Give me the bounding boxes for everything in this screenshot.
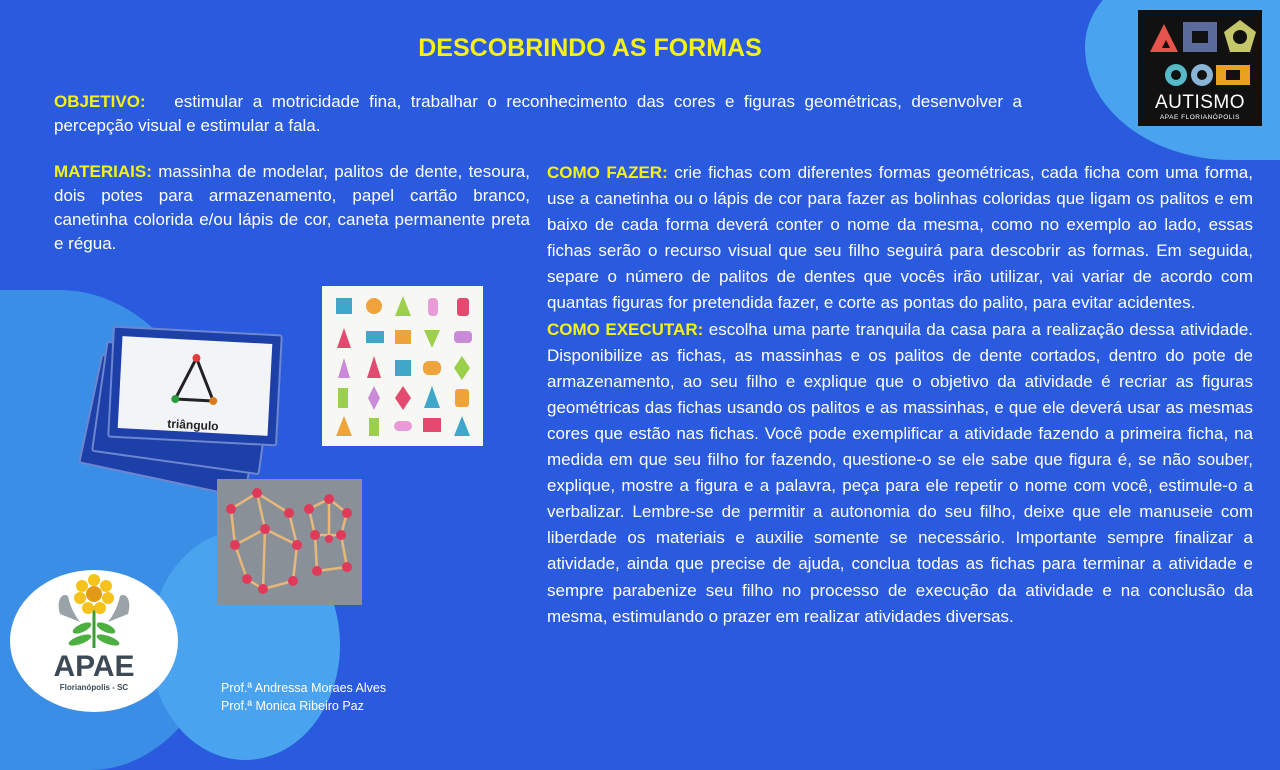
objective-text: estimular a motricidade fina, trabalhar o reconhecimento das cores e figuras geométricas, desenvolver a percepção visual e estimular a fala. xyxy=(54,92,1023,135)
apae-logo xyxy=(10,570,178,712)
materials-text: massinha de modelar, palitos de dente, tesoura, dois potes para armazenamento, papel cartão branco, canetinha colorida e/ou lápis de cor, caneta permanente preta e régua. xyxy=(54,162,530,253)
apae-logo-text: APAE xyxy=(53,650,135,683)
credits xyxy=(221,679,386,715)
how-to-execute-label: COMO EXECUTAR: xyxy=(547,319,704,339)
sunflower-hands-icon xyxy=(10,570,178,650)
how-to-make-paragraph xyxy=(547,160,1253,317)
objective-paragraph xyxy=(54,90,1022,138)
credit-line: Prof.ª Monica Ribeiro Paz xyxy=(221,699,364,713)
toothpick-structures-icon xyxy=(217,479,362,605)
how-to-execute-paragraph xyxy=(547,317,1253,630)
toothpick-structures-photo xyxy=(217,479,362,605)
materials-label: MATERIAIS: xyxy=(54,162,152,181)
materials-paragraph xyxy=(54,160,530,256)
instructions-column xyxy=(547,160,1253,630)
how-to-execute-text: escolha uma parte tranquila da casa para a realização dessa atividade. Disponibilize as fichas, as massinhas e os palitos de dente cortados, dentro do pote de armazenamento, ao seu filho e explique que o objetivo da atividade é recriar as figuras geométricas das fichas usando os palitos e as massinhas, e que ele deverá usar as mesmas cores que estão nas fichas. Você pode exemplificar a atividade fazendo a primeira ficha, na medida em que seu filho for fazendo, questione-o se ele sabe que figura é, se não souber, explique, mostre a figura e a palavra, peça para ele repetir o nome com você, estimule-o a verbalizar. Lembre-se de permitir a autonomia do seu filho, deixe que ele manuseie com liberdade os materiais e auxilie somente se necessário. Importante sempre finalizar a atividade, ainda que precise de ajuda, conclua todas as fichas para terminar a atividade e sempre parabenize seu filho no processo de execução da atividade e na conclusão da mesma, estimulando o prazer em realizar atividades diversas. xyxy=(547,319,1254,626)
autism-logo xyxy=(1138,10,1262,126)
page-title: DESCOBRINDO AS FORMAS xyxy=(418,34,762,62)
how-to-make-label: COMO FAZER: xyxy=(547,163,668,182)
triangle-cards-photo xyxy=(88,330,288,500)
objective-label: OBJETIVO: xyxy=(54,92,146,111)
credit-line: Prof.ª Andressa Moraes Alves xyxy=(221,681,387,695)
autism-shapes-icon xyxy=(1138,10,1262,92)
autism-logo-text: AUTISMO xyxy=(1154,92,1246,113)
geometric-solids-photo xyxy=(322,286,483,446)
geometric-solids-icon xyxy=(322,286,483,446)
card-label: triângulo xyxy=(166,416,219,434)
autism-logo-subtext: APAE FLORIANÓPOLIS xyxy=(1159,114,1241,121)
how-to-make-text: crie fichas com diferentes formas geométricas, cada ficha com uma forma, use a canetinha ou o lápis de cor para fazer as bolinhas coloridas que ligam os palitos e em baixo de cada forma deverá conter o nome da mesma, como no exemplo ao lado, essas fichas serão o recurso visual que seu filho seguirá para descobrir as formas. Em seguida, separe o número de palitos de dentes que vocês irão utilizar, vai variar de acordo com quantas figuras for pretendida fazer, e corte as pontas do palito, para evitar acidentes. xyxy=(547,163,1253,313)
apae-logo-subtext: Florianópolis - SC xyxy=(59,683,129,692)
card-front xyxy=(107,326,283,447)
